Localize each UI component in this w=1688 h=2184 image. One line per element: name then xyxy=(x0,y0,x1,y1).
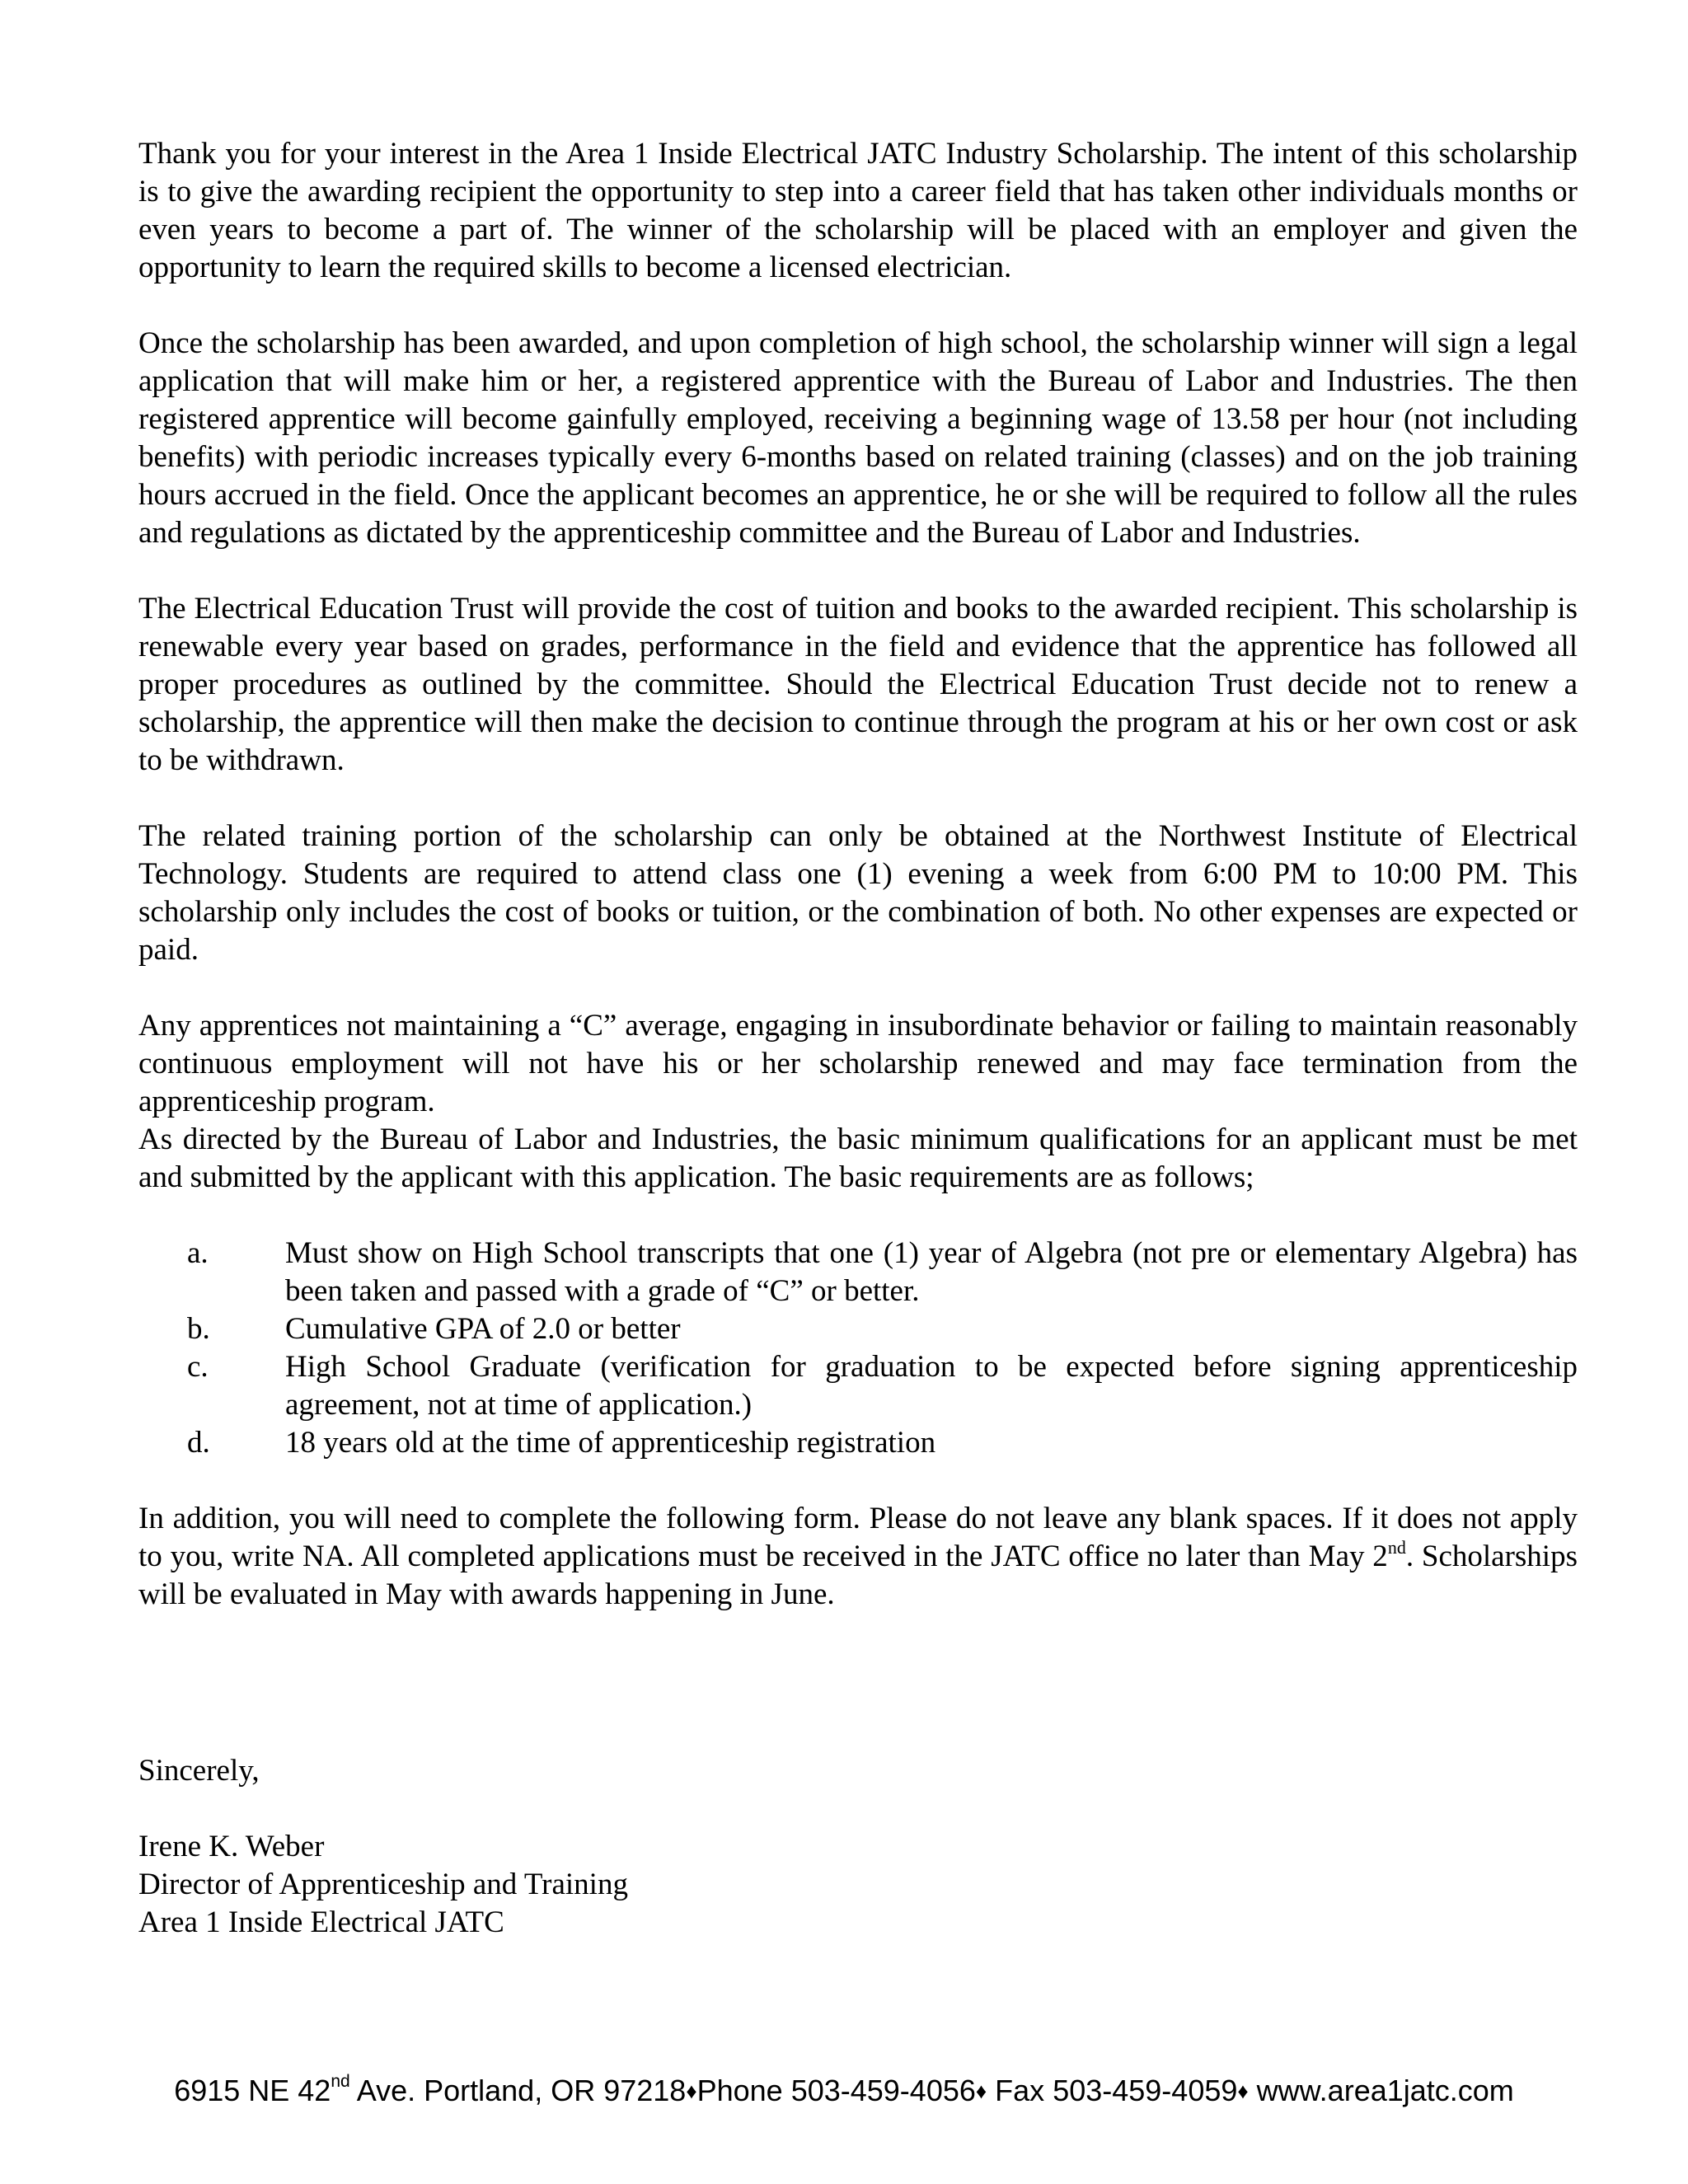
requirement-item xyxy=(138,1310,1578,1348)
requirement-letter: b. xyxy=(187,1312,210,1346)
requirement-text: Must show on High School transcripts that one (1) year of Algebra (not pre or elementary Algebra) has been taken and passed with a grade of “C” or better. xyxy=(285,1236,1578,1308)
requirement-text: 18 years old at the time of apprenticeship registration xyxy=(285,1426,936,1460)
signer-name: Irene K. Weber xyxy=(138,1830,325,1863)
requirement-item xyxy=(138,1235,1578,1310)
requirement-item xyxy=(138,1348,1578,1424)
signature-block xyxy=(138,1828,628,1942)
signer-title: Director of Apprenticeship and Training xyxy=(138,1868,628,1901)
deadline-text-end: . Scholarships will be evaluated in May with awards happening in June. xyxy=(138,1540,1578,1611)
requirement-text: High School Graduate (verification for graduation to be expected before signing apprenticeship agreement, not at time of application.) xyxy=(285,1350,1578,1422)
tuition-paragraph: The Electrical Education Trust will provide the cost of tuition and books to the awarded recipient. This scholarship is renewable every year based on grades, performance in the field and evidence that the apprentice has followed all proper procedures as outlined by the committee. Should the Electrical Education Trust decide not to renew a scholarship, the apprentice will then make the decision to continue through the program at his or her own cost or ask to be withdrawn. xyxy=(138,592,1578,777)
requirement-text: Cumulative GPA of 2.0 or better xyxy=(285,1312,681,1346)
intro-paragraph: Thank you for your interest in the Area 1 Inside Electrical JATC Industry Scholarship. The intent of this scholarship is to give the awarding recipient the opportunity to step into a career field that has taken other individuals months or even years to become a part of. The winner of the scholarship will be placed with an employer and given the opportunity to learn the required skills to become a licensed electrician. xyxy=(138,137,1578,284)
training-paragraph: The related training portion of the scholarship can only be obtained at the Northwest Institute of Electrical Technology. Students are required to attend class one (1) evening a week from 6:00 PM to 10:00 PM. This scholarship only includes the cost of books or tuition, or the combination of both. No other expenses are expected or paid. xyxy=(138,819,1578,967)
requirement-letter: c. xyxy=(187,1350,209,1384)
footer-fax: Fax 503-459-4059 xyxy=(987,2074,1238,2107)
deadline-ordinal: nd xyxy=(1387,1536,1406,1558)
deadline-text: In addition, you will need to complete the following form. Please do not leave any blank spaces. If it does not apply to you, write NA. All completed applications must be received in the JATC office no later than May 2 xyxy=(138,1502,1578,1573)
closing: Sincerely, xyxy=(138,1754,260,1788)
requirement-item xyxy=(138,1424,1578,1462)
deadline-paragraph xyxy=(138,1500,1578,1614)
qualifications-paragraph: As directed by the Bureau of Labor and Industries, the basic minimum qualifications for an applicant must be met and submitted by the applicant with this application. The basic requirements are as follows; xyxy=(138,1122,1578,1194)
conduct-paragraph: Any apprentices not maintaining a “C” average, engaging in insubordinate behavior or failing to maintain reasonably continuous employment will not have his or her scholarship renewed and may face termination from the apprenticeship program. xyxy=(138,1009,1578,1118)
footer-contact xyxy=(0,2072,1688,2112)
diamond-icon: ♦ xyxy=(1237,2079,1249,2103)
award-paragraph: Once the scholarship has been awarded, and upon completion of high school, the scholarship winner will sign a legal application that will make him or her, a registered apprentice with the Bureau of Labor and Industries. The then registered apprentice will become gainfully employed, receiving a beginning wage of 13.58 per hour (not including benefits) with periodic increases typically every 6-months based on related training (classes) and on the job training hours accrued in the field. Once the applicant becomes an apprentice, he or she will be required to follow all the rules and regulations as dictated by the apprenticeship committee and the Bureau of Labor and Industries. xyxy=(138,326,1578,550)
footer-address-ordinal: nd xyxy=(331,2072,350,2091)
letter-body xyxy=(138,135,1578,1652)
footer-website: www.area1jatc.com xyxy=(1248,2074,1514,2107)
diamond-icon: ♦ xyxy=(975,2079,987,2103)
requirements-list xyxy=(138,1235,1578,1462)
signer-organization: Area 1 Inside Electrical JATC xyxy=(138,1905,504,1939)
footer-address-rest: Ave. Portland, OR 97218 xyxy=(349,2074,687,2107)
diamond-icon: ♦ xyxy=(686,2079,697,2103)
footer-address: 6915 NE 42 xyxy=(174,2074,331,2107)
requirement-letter: a. xyxy=(187,1236,209,1270)
requirement-letter: d. xyxy=(187,1426,210,1460)
footer-phone: Phone 503-459-4056 xyxy=(696,2074,976,2107)
